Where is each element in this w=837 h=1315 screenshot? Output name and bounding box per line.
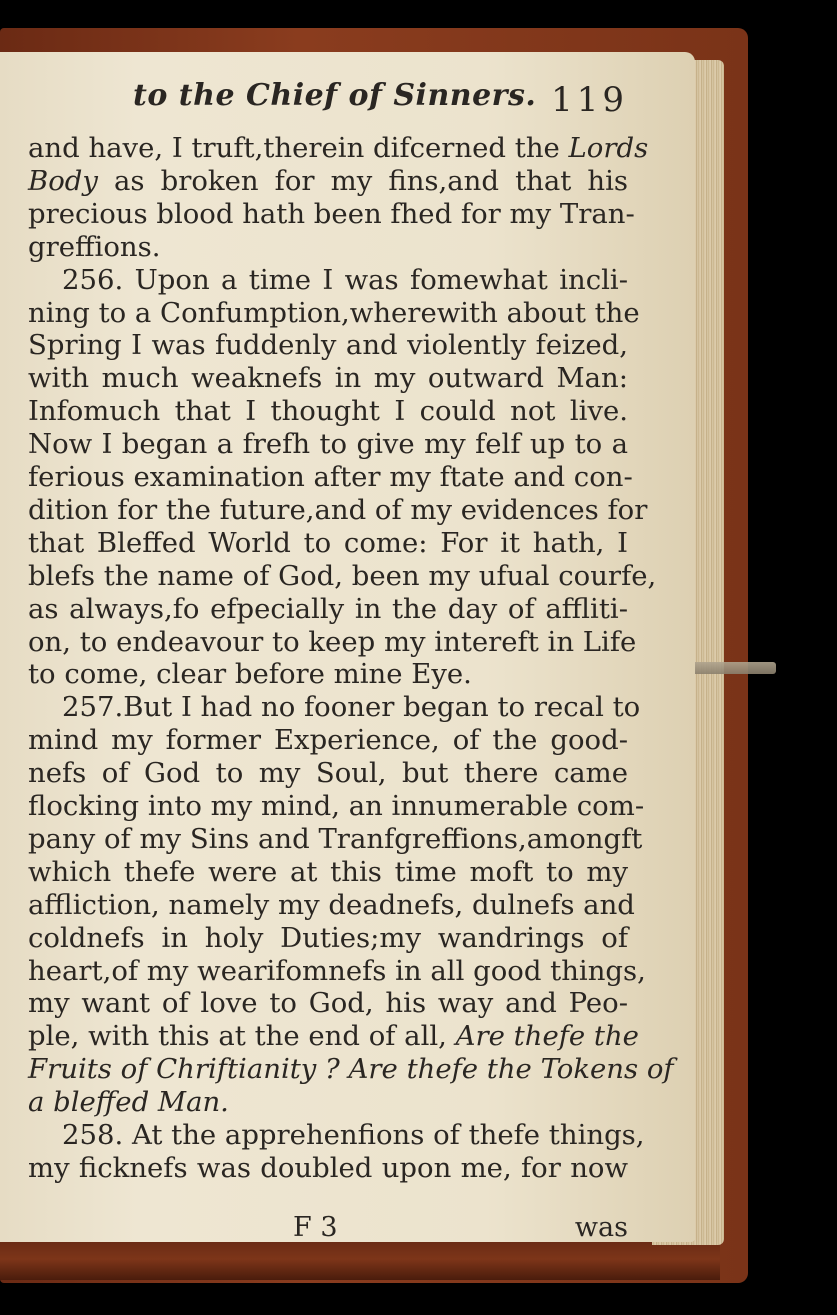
text-line — [28, 755, 628, 791]
text-line — [28, 229, 628, 265]
catchword: was — [574, 1212, 628, 1243]
roman-text: nefs of God to my Soul, but there came — [28, 757, 628, 790]
page-number: 119 — [551, 80, 628, 120]
text-line — [28, 1018, 639, 1054]
roman-text: coldnefs in holy Duties;my wandrings of — [28, 921, 628, 954]
roman-text: and have, I truft,therein difcerned the — [28, 132, 569, 164]
text-line — [28, 492, 648, 528]
roman-text: as always,fo efpecially in the day of affliti- — [28, 592, 628, 625]
roman-text: heart,of my wearifomnefs in all good things, — [28, 954, 646, 987]
text-line — [28, 295, 640, 331]
text-line — [28, 262, 628, 298]
roman-text: blefs the name of God, been my ufual courfe, — [28, 559, 657, 592]
roman-text: which thefe were at this time moft to my — [28, 855, 628, 888]
text-line — [28, 1117, 645, 1153]
text-line — [28, 656, 628, 692]
text-line — [28, 821, 643, 857]
text-line — [28, 558, 657, 594]
italic-text: a bleffed Man. — [28, 1086, 229, 1119]
roman-text: as broken for my fins,and that his — [97, 164, 628, 197]
roman-text: greffions. — [28, 230, 161, 263]
text-line — [28, 788, 645, 824]
text-line — [28, 163, 628, 199]
italic-text: Body — [28, 164, 98, 197]
roman-text: precious blood hath been fhed for my Tran- — [28, 197, 635, 230]
text-line — [28, 525, 628, 561]
text-line — [28, 887, 635, 923]
roman-text: my ficknefs was doubled upon me, for now — [28, 1151, 628, 1184]
roman-text: 257.But I had no fooner began to recal to — [62, 691, 641, 724]
text-line — [28, 624, 637, 660]
running-title: to the Chief of Sinners. — [133, 78, 537, 113]
italic-text: Lords — [568, 132, 649, 164]
roman-text: Spring I was fuddenly and violently feized, — [28, 329, 628, 362]
italic-text: Fruits of Chriftianity ? Are thefe the Tokens of — [28, 1053, 674, 1086]
text-line — [28, 1084, 628, 1120]
italic-text: Are thefe the — [455, 1020, 639, 1053]
roman-text: flocking into my mind, an innumerable com- — [28, 790, 645, 822]
roman-text: pany of my Sins and Tranfgreffions,amongft — [28, 822, 643, 855]
roman-text: that Bleffed World to come: For it hath, I — [28, 526, 628, 559]
text-line — [28, 393, 628, 429]
roman-text: on, to endeavour to keep my intereft in Life — [28, 625, 637, 658]
roman-text: dition for the future,and of my evidences for — [28, 493, 648, 526]
text-line — [28, 426, 628, 462]
text-line — [28, 1051, 674, 1087]
roman-text: to come, clear before mine Eye. — [28, 658, 472, 691]
text-line — [28, 953, 646, 989]
roman-text: my want of love to God, his way and Peo- — [28, 987, 628, 1020]
text-line — [28, 985, 628, 1021]
roman-text: ple, with this at the end of all, — [28, 1020, 456, 1053]
text-line — [28, 327, 628, 363]
running-head — [28, 78, 628, 130]
text-line — [28, 360, 628, 396]
text-line — [28, 722, 628, 758]
roman-text: ferious examination after my ftate and con- — [28, 461, 633, 493]
roman-text: Infomuch that I thought I could not live. — [28, 395, 628, 428]
roman-text: with much weaknefs in my outward Man: — [28, 362, 628, 395]
roman-text: 256. Upon a time I was fomewhat incli- — [62, 263, 628, 296]
roman-text: ning to a Confumption,wherewith about the — [28, 296, 640, 329]
text-line — [28, 920, 628, 956]
roman-text: Now I began a frefh to give my felf up to a — [28, 428, 628, 461]
text-line — [28, 854, 628, 890]
text-line — [28, 1150, 628, 1186]
text-line — [28, 689, 641, 725]
signature-mark: F 3 — [293, 1212, 338, 1243]
text-line — [28, 459, 633, 495]
text-line — [28, 130, 649, 166]
text-line — [28, 196, 635, 232]
roman-text: mind my former Experience, of the good- — [28, 724, 628, 757]
text-line — [28, 591, 628, 627]
roman-text: 258. At the apprehenfions of thefe things, — [62, 1119, 645, 1151]
roman-text: affliction, namely my deadnefs, dulnefs and — [28, 888, 635, 921]
